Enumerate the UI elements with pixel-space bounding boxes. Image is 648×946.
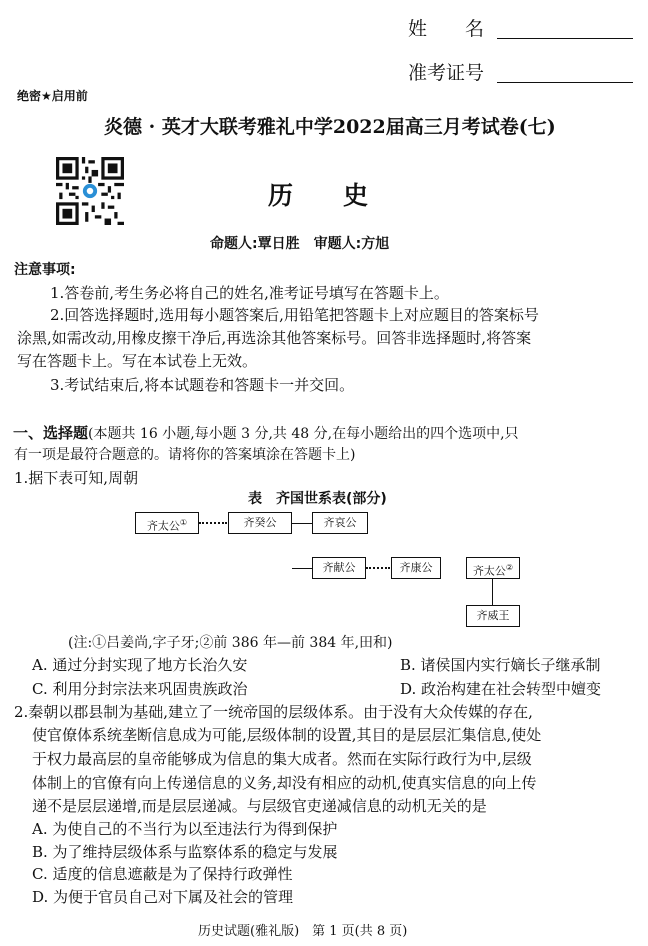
- genealogy-dots-1: [199, 522, 227, 524]
- genealogy-link-2-3: [292, 523, 312, 524]
- q1-table-title: 表 齐国世系表(部分): [248, 491, 387, 507]
- section-desc-1: (本题共 16 小题,每小题 3 分,共 48 分,在每小题给出的四个选项中,只: [88, 426, 519, 442]
- q1-note: (注:①吕姜尚,字子牙;②前 386 年—前 384 年,田和): [68, 635, 393, 651]
- genealogy-box-3-label: 齐哀公: [323, 516, 357, 529]
- secret-label: 绝密★启用前: [17, 89, 88, 103]
- q2-stem-2: 使官僚体系统垄断信息成为可能,层级体制的设置,其目的是层层汇集信息,使处: [32, 726, 542, 744]
- genealogy-link-left: [292, 568, 312, 569]
- q1-option-d[interactable]: D. 政治构建在社会转型中嬗变: [400, 680, 602, 698]
- genealogy-box-6: [466, 557, 520, 579]
- q2-option-d[interactable]: D. 为便于官员自己对下属及社会的管理: [32, 888, 294, 906]
- notice-item-2-cont: 涂黑,如需改动,用橡皮擦干净后,再选涂其他答案标号。回答非选择题时,将答案: [17, 329, 532, 347]
- notice-title: 注意事项:: [14, 262, 76, 278]
- q1-option-b[interactable]: B. 诸侯国内实行嫡长子继承制: [400, 656, 601, 674]
- notice-item-2: 2.回答选择题时,选用每小题答案后,用铅笔把答题卡上对应题目的答案标号: [50, 306, 539, 324]
- genealogy-box-1: [135, 512, 199, 534]
- page-footer: 历史试题(雅礼版) 第 1 页(共 8 页): [198, 924, 408, 939]
- genealogy-dots-2: [366, 567, 390, 569]
- authors-line: 命题人:覃日胜 审题人:方旭: [210, 236, 390, 252]
- notice-item-2-end: 写在答题卡上。写在本试卷上无效。: [17, 352, 258, 370]
- exam-id-label: 准考证号: [408, 62, 485, 84]
- q1-stem: 1.据下表可知,周朝: [14, 469, 139, 487]
- q2-option-b[interactable]: B. 为了维持层级体系与监察体系的稳定与发展: [32, 843, 338, 861]
- genealogy-box-5: [391, 557, 441, 579]
- genealogy-box-4-label: 齐献公: [322, 561, 356, 574]
- genealogy-link-6-7: [492, 579, 493, 605]
- section-heading-label: 一、选择题: [13, 424, 89, 442]
- name-label: 姓 名: [408, 18, 485, 40]
- section-desc-2: 有一项是最符合题意的。请将你的答案填涂在答题卡上): [14, 447, 356, 463]
- genealogy-box-1-label: 齐太公: [146, 519, 180, 533]
- subject-title: 历 史: [268, 181, 369, 210]
- genealogy-box-2-label: 齐癸公: [243, 516, 277, 529]
- genealogy-box-2: [228, 512, 292, 534]
- genealogy-box-7: [466, 605, 520, 627]
- q2-option-c[interactable]: C. 适度的信息遮蔽是为了保持行政弹性: [32, 865, 293, 883]
- q2-stem-5: 递不是层层递增,而是层层递减。与层级官吏递减信息的动机无关的是: [32, 797, 487, 815]
- genealogy-box-7-label: 齐威王: [476, 609, 510, 622]
- q2-stem-4: 体制上的官僚有向上传递信息的义务,却没有相应的动机,使真实信息的向上传: [32, 774, 537, 792]
- q2-option-a[interactable]: A. 为使自己的不当行为以至违法行为得到保护: [32, 820, 338, 838]
- q2-stem-3: 于权力最高层的皇帝能够成为信息的集大成者。然而在实际行政行为中,层级: [32, 750, 532, 768]
- genealogy-box-6-note: ②: [505, 563, 514, 572]
- q1-option-a[interactable]: A. 通过分封实现了地方长治久安: [32, 656, 248, 674]
- genealogy-box-5-label: 齐康公: [399, 561, 433, 574]
- genealogy-box-3: [312, 512, 368, 534]
- q2-stem-1: 2.秦朝以郡县制为基础,建立了一统帝国的层级体系。由于没有大众传媒的存在,: [14, 703, 533, 721]
- exam-title: 炎德 · 英才大联考雅礼中学2022届高三月考试卷(七): [104, 116, 556, 138]
- genealogy-box-1-note: ①: [179, 518, 188, 527]
- q1-option-c[interactable]: C. 利用分封宗法来巩固贵族政治: [32, 680, 248, 698]
- genealogy-box-6-label: 齐太公: [472, 564, 506, 578]
- notice-item-3: 3.考试结束后,将本试题卷和答题卡一并交回。: [50, 376, 355, 394]
- notice-item-1: 1.答卷前,考生务必将自己的姓名,准考证号填写在答题卡上。: [50, 284, 449, 302]
- exam-id-field[interactable]: [497, 82, 633, 83]
- name-field[interactable]: [497, 38, 633, 39]
- genealogy-box-4: [312, 557, 366, 579]
- qr-code-icon: [56, 157, 124, 225]
